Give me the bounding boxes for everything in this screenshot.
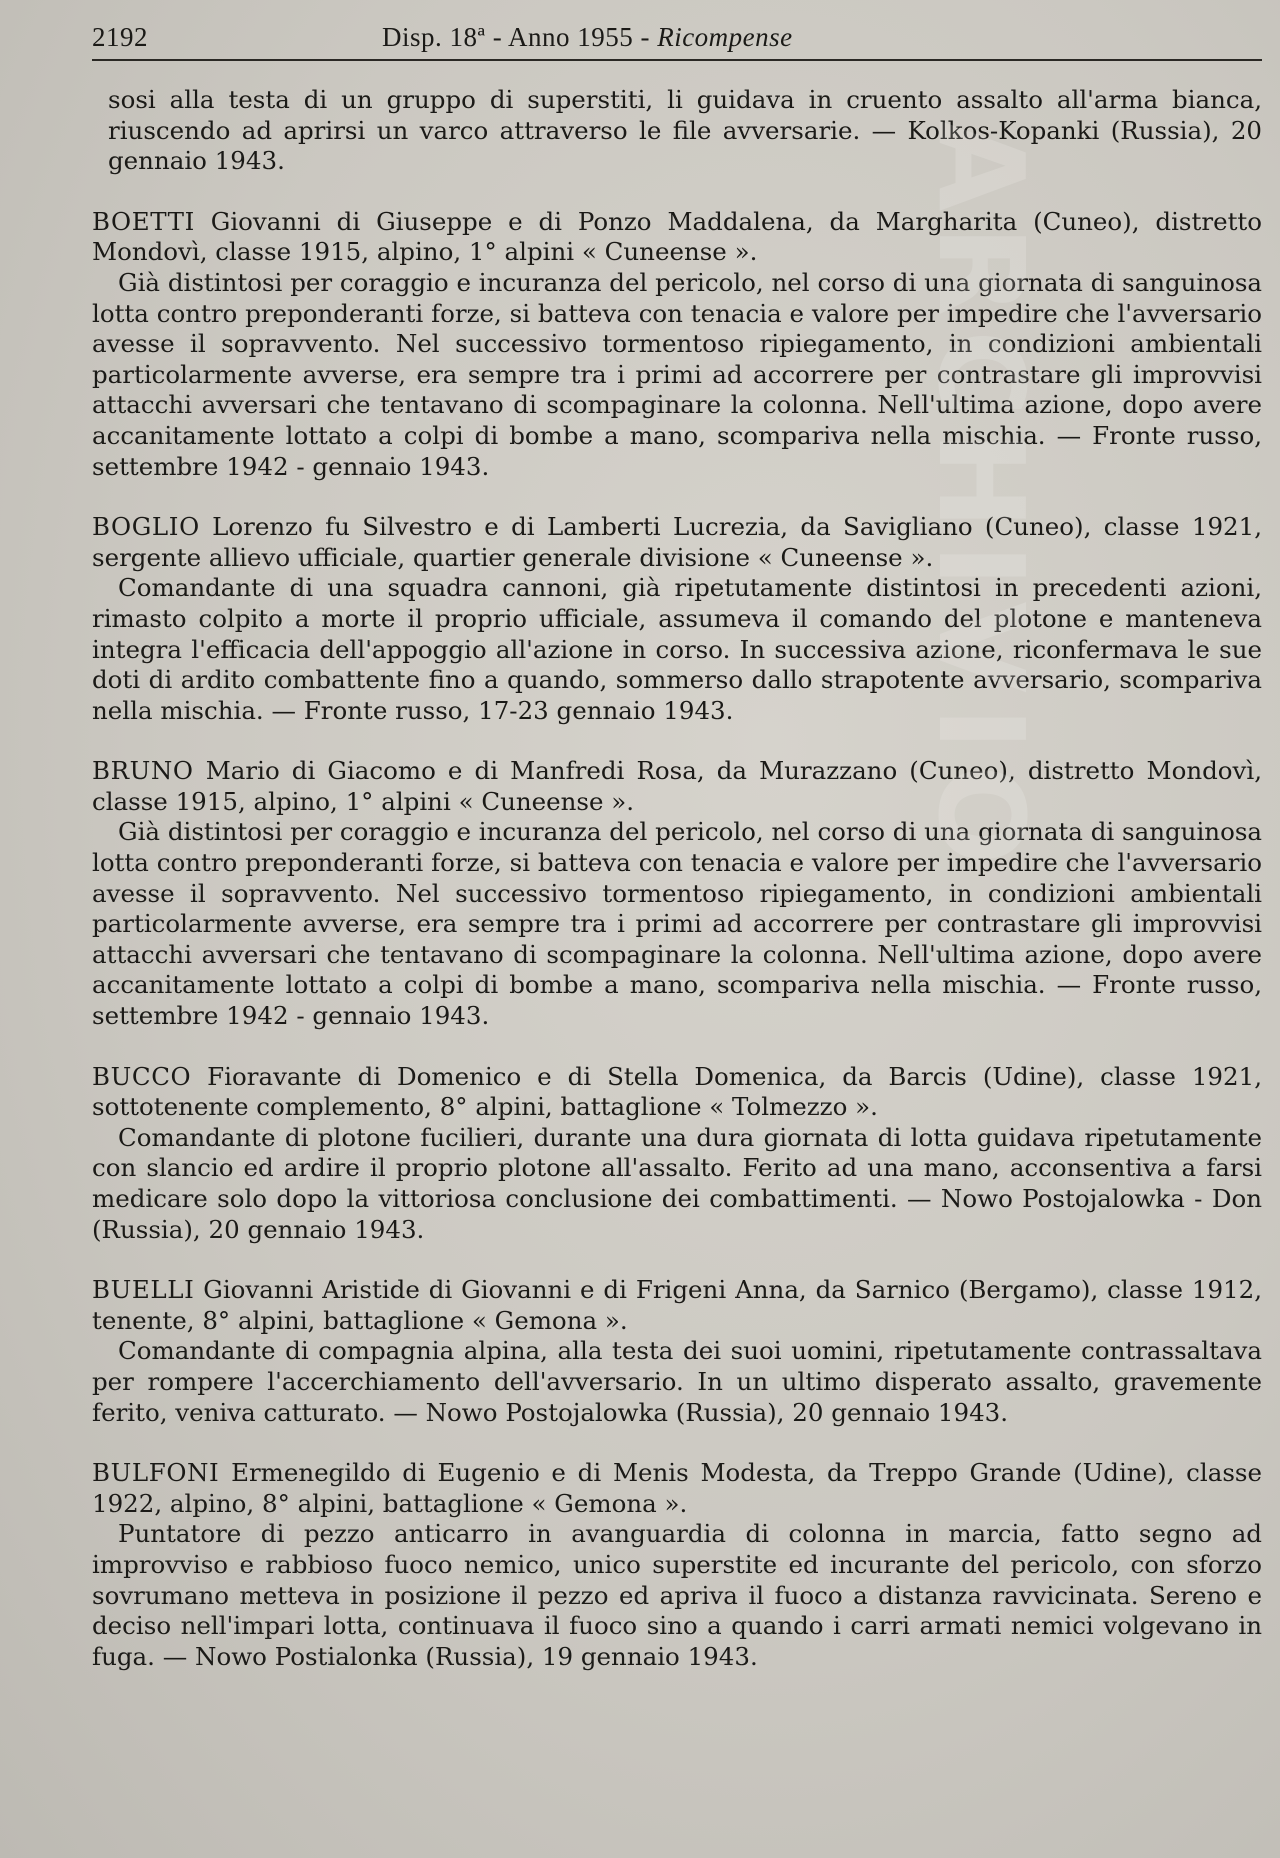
watermark: ARCHIVIO (912, 120, 1050, 879)
award-entry-bucco (92, 1062, 1262, 1246)
continued-text: sosi alla testa di un gruppo di superstiti, li guidava in cruento assalto all'arma bianca, riuscendo ad aprirsi un varco attraverso le file avversarie. — Kolkos-Kopanki (Russia), 20 gennaio 1943. (108, 85, 1262, 176)
entry-details: Giovanni Aristide di Giovanni e di Frigeni Anna, da Sarnico (Bergamo), classe 1912, tenente, 8° alpini, battaglione « Gemona ». (92, 1275, 1262, 1335)
running-head-topic: Ricompense (657, 22, 793, 52)
award-entry-bruno (92, 756, 1262, 1031)
page-number: 2192 (92, 22, 148, 52)
entry-details: Lorenzo fu Silvestro e di Lamberti Lucrezia, da Savigliano (Cuneo), classe 1921, sergente allievo ufficiale, quartier generale divisione « Cuneense ». (92, 512, 1262, 572)
entry-heading (92, 756, 1262, 817)
entry-details: Giovanni di Giuseppe e di Ponzo Maddalena, da Margharita (Cuneo), distretto Mondovì, classe 1915, alpino, 1° alpini « Cuneense ». (92, 206, 1263, 267)
award-entry-buelli (92, 1275, 1262, 1428)
entry-heading (92, 512, 1262, 573)
page-header (92, 22, 1262, 53)
entry-motivation: Puntatore di pezzo anticarro in avanguardia di colonna in marcia, fatto segno ad improvviso e rabbioso fuoco nemico, unico superstite ed incurante del pericolo, con sforzo sovrumano metteva in posizione il pezzo ed apriva il fuoco a distanza ravvicinata. Sereno e deciso nell'impari lotta, continuava il fuoco sino a quando i carri armati nemici volgevano in fuga. — Nowo Postialonka (Russia), 19 gennaio 1943. (92, 1519, 1262, 1671)
entry-heading (92, 1275, 1262, 1336)
entry-motivation: Comandante di compagnia alpina, alla testa dei suoi uomini, ripetutamente contrassaltava per rompere l'accerchiamento dell'avversario. In un ultimo disperato assalto, gravemente ferito, veniva catturato. — Nowo Postojalowka (Russia), 20 gennaio 1943. (92, 1336, 1262, 1427)
entry-surname: BUELLI (92, 1275, 195, 1305)
entry-motivation: Comandante di una squadra cannoni, già ripetutamente distintosi in precedenti azioni, rimasto colpito a morte il proprio ufficiale, assumeva il comando del plotone e manteneva integra l'efficacia dell'appoggio all'azione in corso. In successiva azione, riconfermava le sue doti di ardito combattente fino a quando, sommerso dallo strapotente avversario, scompariva nella mischia. — Fronte russo, 17-23 gennaio 1943. (92, 573, 1262, 725)
entry-surname: BOETTI (92, 206, 195, 236)
entry-details: Ermenegildo di Eugenio e di Menis Modesta, da Treppo Grande (Udine), classe 1922, alpino, 8° alpini, battaglione « Gemona ». (92, 1458, 1262, 1518)
entry-details: Mario di Giacomo e di Manfredi Rosa, da Murazzano (Cuneo), distretto Mondovì, classe 1915, alpino, 1° alpini « Cuneense ». (92, 756, 1262, 816)
header-rule (92, 59, 1262, 61)
entry-motivation: Già distintosi per coraggio e incuranza del pericolo, nel corso di una giornata di sanguinosa lotta contro preponderanti forze, si batteva con tenacia e valore per impedire che l'avversario avesse il sopravvento. Nel successivo tormentoso ripiegamento, in condizioni ambientali particolarmente avverse, era sempre tra i primi ad accorrere per contrastare gli improvvisi attacchi avversari che tentavano di scompaginare la colonna. Nell'ultima azione, dopo avere accanitamente lottato a colpi di bombe a mano, scompariva nella mischia. — Fronte russo, settembre 1942 - gennaio 1943. (92, 267, 1262, 481)
running-head-text: Disp. 18ª - Anno 1955 - (382, 22, 658, 52)
entry-motivation: Già distintosi per coraggio e incuranza del pericolo, nel corso di una giornata di sanguinosa lotta contro preponderanti forze, si batteva con tenacia e valore per impedire che l'avversario avesse il sopravvento. Nel successivo tormentoso ripiegamento, in condizioni ambientali particolarmente avverse, era sempre tra i primi ad accorrere per contrastare gli improvvisi attacchi avversari che tentavano di scompaginare la colonna. Nell'ultima azione, dopo avere accanitamente lottato a colpi di bombe a mano, scompariva nella mischia. — Fronte russo, settembre 1942 - gennaio 1943. (92, 817, 1262, 1031)
entry-heading (92, 1458, 1262, 1519)
award-entry-boetti (92, 207, 1262, 482)
entry-surname: BUCCO (92, 1061, 192, 1091)
award-entry-boglio (92, 512, 1262, 726)
entry-surname: BOGLIO (92, 512, 200, 542)
entry-heading (92, 1062, 1262, 1123)
entry-motivation: Comandante di plotone fucilieri, durante una dura giornata di lotta guidava ripetutamente con slancio ed ardire il proprio plotone all'assalto. Ferito ad una mano, acconsentiva a farsi medicare solo dopo la vittoriosa conclusione dei combattimenti. — Nowo Postojalowka - Don (Russia), 20 gennaio 1943. (92, 1122, 1262, 1244)
entry-heading (92, 207, 1262, 268)
entry-surname: BULFONI (92, 1458, 220, 1488)
entry-details: Fioravante di Domenico e di Stella Domenica, da Barcis (Udine), classe 1921, sottotenente complemento, 8° alpini, battaglione « Tolmezzo ». (92, 1061, 1262, 1122)
award-entry-bulfoni (92, 1458, 1262, 1672)
running-head (382, 22, 1252, 53)
continued-paragraph (108, 85, 1262, 177)
entry-surname: BRUNO (92, 756, 194, 786)
